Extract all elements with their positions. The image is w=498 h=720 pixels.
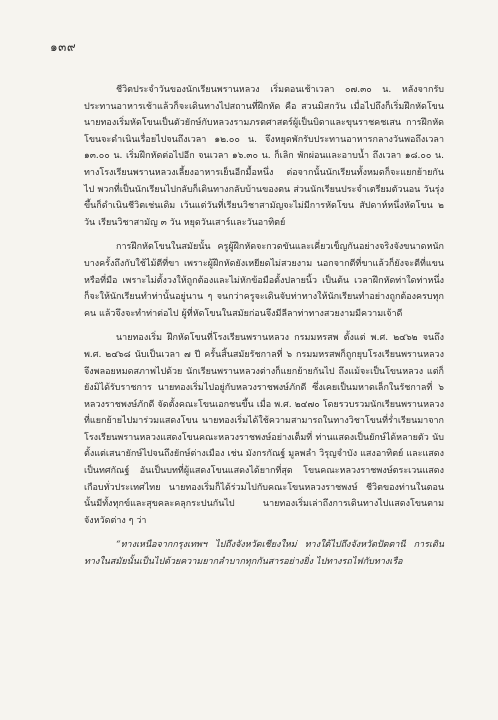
paragraph-career: นายทองเริ่ม ฝึกหัดโขนที่โรงเรียนพรานหลวง กรมมหรสพ ตั้งแต่ พ.ศ. ๒๔๖๒ จนถึง พ.ศ. ๒๔๖๘ นับเป็นเวลา ๗ ปี ครั้นสิ้นสมัยรัชกาลที่ ๖ กรมมหรสพก็ถูกยุบโรงเรียนพรานหลวงจึงพลอยหมดสภาพไปด้วย นักเรียนพรานหลวงต่างก็แยกย้ายกันไป ถึงแม้จะเป็นโขนหลวง แต่ก็ยังมิได้รับราชการ นายทองเริ่มไปอยู่กับหลวงราชพงษ์ภักดี ซึ่งเคยเป็นมหาดเล็กในรัชกาลที่ ๖ หลวงราชพงษ์ภักดี จัดตั้งคณะโขนเอกชนขึ้น เมื่อ พ.ศ. ๒๔๗๐ โดยรวบรวมนักเรียนพรานหลวงที่แยกย้ายไปมาร่วมแสดงโขน นายทองเริ่มได้ใช้ความสามารถในทางวิชาโขนที่ร่ำเรียนมาจากโรงเรียนพรานหลวงแสดงโขนคณะหลวงราชพงษ์อย่างเต็มที่ ท่านแสดงเป็นยักษ์ได้หลายตัว นับตั้งแต่เสนายักษ์ไปจนถึงยักษ์ต่างเมือง เช่น มังกรกัณฐ์ มูลพลำ วิรุญจำบัง แสงอาทิตย์ และแสดงเป็นทศกัณฐ์ อันเป็นบทที่ผู้แสดงโขนแสดงได้ยากที่สุด โขนคณะหลวงราชพงษ์ตระเวนแสดงเกือบทั่วประเทศไทย นายทองเริ่มก็ได้ร่วมไปกับคณะโขนหลวงราชพงษ์ ชีวิตของท่านในตอนนั้นมีทั้งทุกข์และสุขคละคลุกระปนกันไป นายทองเริ่มเล่าถึงการเดินทางไปแสดงโขนตามจังหวัดต่าง ๆ ว่า: [84, 333, 444, 526]
paragraph-training: การฝึกหัดโขนในสมัยนั้น ครูผู้ฝึกหัดจะกวดขันและเคี่ยวเข็ญกันอย่างจริงจังขนาดหนัก บางครั้งถึงกับใช้ไม้ตีที่ขา เพราะผู้ฝึกหัดยังเหยียดไม่สวยงาม นอกจากตีที่ขาแล้วก็ยังจะตีที่แขนหรือที่มือ เพราะไม่ตั้งวงให้ถูกต้องและไม่หักข้อมือตั้งปลายนิ้ว เป็นต้น เวลาฝึกหัดท่าใดท่าหนึ่ง ก็จะให้นักเรียนทำท่านั้นอยู่นาน ๆ จนกว่าครูจะเดินจับท่าทางให้นักเรียนทำอย่างถูกต้องครบทุกคน แล้วจึงจะทำท่าต่อไป ผู้ที่หัดโขนในสมัยก่อนจึงมีลีลาท่าทางสวยงามมีความเจ้าดี: [84, 242, 444, 319]
body-text: [84, 82, 444, 579]
paragraph-quote: “ทางเหนือจากกรุงเทพฯ ไปถึงจังหวัดเชียงใหม่ ทางใต้ไปถึงจังหวัดปัตตานี การเดินทางในสมัยนั้นเป็นไปด้วยความยากลำบากทุกกันสารอย่างยิ่ง ไปทางรถไฟกับทางเรือ: [84, 540, 444, 568]
paragraph-daily-life: ชีวิตประจำวันของนักเรียนพรานหลวง เริ่มตอนเช้าเวลา ๐๗.๓๐ น. หลังจากรับประทานอาหารเช้าแล้วก็จะเดินทางไปสถานที่ฝึกหัด คือ สวนมิสกวัน เมื่อไปถึงก็เริ่มฝึกหัดโขน นายทองเริ่มหัดโขนเป็นตัวยักษ์กับหลวงรามภรตศาสตร์ผู้เป็นบิดาและขุนราชคชเสน การฝึกหัดโขนจะดำเนินเรื่อยไปจนถึงเวลา ๑๒.๐๐ น. จึงหยุดพักรับประทานอาหารกลางวันพอถึงเวลา ๑๓.๐๐ น. เริ่มฝึกหัดต่อไปอีก จนเวลา ๑๖.๓๐ น. ก็เลิก พักผ่อนและอาบน้ำ ถึงเวลา ๑๘.๐๐ น. ทางโรงเรียนพรานหลวงเลี้ยงอาหารเย็นอีกมื้อหนึ่ง ต่อจากนั้นนักเรียนทั้งหมดก็จะแยกย้ายกันไป พวกที่เป็นนักเรียนไปกลับก็เดินทางกลับบ้านของตน ส่วนนักเรียนประจำเตรียมตัวนอน วันรุ่งขึ้นก็ดำเนินชีวิตเช่นเดิม เว้นแต่วันที่เรียนวิชาสามัญจะไม่มีการหัดโขน สัปดาห์หนึ่งหัดโขน ๒ วัน เรียนวิชาสามัญ ๓ วัน หยุดวันเสาร์และวันอาทิตย์: [84, 85, 444, 228]
page-number: ๑๓๙: [50, 40, 77, 54]
